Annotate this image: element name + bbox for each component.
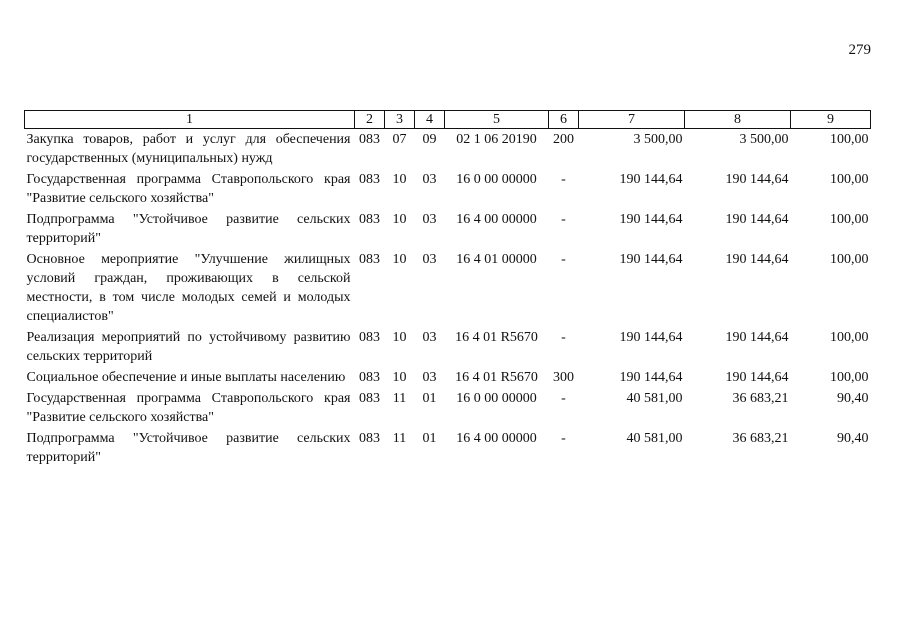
column-header-7: 7 — [579, 111, 685, 129]
row-vr: - — [561, 172, 566, 187]
header-row — [25, 111, 871, 129]
row-pr: 01 — [422, 431, 437, 446]
row-percent: 100,00 — [830, 212, 869, 227]
row-fact: 190 144,64 — [725, 330, 789, 345]
row-plan: 3 500,00 — [633, 132, 683, 147]
row-rz: 07 — [392, 132, 407, 147]
row-percent: 90,40 — [837, 391, 869, 406]
row-vr: - — [561, 431, 566, 446]
row-fact: 3 500,00 — [739, 132, 789, 147]
row-vr: - — [561, 212, 566, 227]
row-vr: 300 — [553, 370, 574, 385]
row-rz: 10 — [392, 172, 407, 187]
row-vr: - — [561, 391, 566, 406]
row-csr: 16 0 00 00000 — [456, 172, 537, 187]
row-fact: 36 683,21 — [732, 431, 789, 446]
column-header-2: 2 — [355, 111, 385, 129]
row-pr: 09 — [422, 132, 437, 147]
column-header-8: 8 — [685, 111, 791, 129]
table-row — [25, 388, 871, 428]
row-fact: 190 144,64 — [725, 212, 789, 227]
row-percent: 100,00 — [830, 172, 869, 187]
row-fact: 190 144,64 — [725, 172, 789, 187]
row-name: Социальное обеспечение и иные выплаты населению — [26, 370, 346, 385]
row-ved: 083 — [359, 431, 380, 446]
row-pr: 03 — [422, 172, 437, 187]
row-rz: 10 — [392, 370, 407, 385]
column-header-6: 6 — [549, 111, 579, 129]
row-percent: 100,00 — [830, 330, 869, 345]
row-name: Основное мероприятие "Улучшение жилищных условий граждан, проживающих в сельской местности, в том числе молодых семей и молодых специалистов" — [26, 252, 351, 324]
row-pr: 03 — [422, 330, 437, 345]
row-name: Реализация мероприятий по устойчивому развитию сельских территорий — [26, 330, 351, 364]
row-csr: 16 0 00 00000 — [456, 391, 537, 406]
row-vr: 200 — [553, 132, 574, 147]
table-body — [25, 129, 871, 469]
row-rz: 11 — [392, 391, 407, 406]
row-plan: 190 144,64 — [619, 330, 683, 345]
column-header-9: 9 — [791, 111, 871, 129]
table-row — [25, 428, 871, 468]
row-plan: 190 144,64 — [619, 212, 683, 227]
row-percent: 100,00 — [830, 370, 869, 385]
row-csr: 16 4 00 00000 — [456, 212, 537, 227]
row-csr: 16 4 01 R5670 — [455, 330, 538, 345]
row-name: Государственная программа Ставропольского края "Развитие сельского хозяйства" — [26, 391, 351, 425]
row-plan: 190 144,64 — [619, 252, 683, 267]
row-vr: - — [561, 252, 566, 267]
row-ved: 083 — [359, 370, 380, 385]
row-name: Подпрограмма "Устойчивое развитие сельских территорий" — [26, 212, 351, 246]
row-percent: 90,40 — [837, 431, 869, 446]
table-header — [25, 111, 871, 129]
page-number: 279 — [848, 42, 871, 58]
row-rz: 10 — [392, 212, 407, 227]
row-rz: 10 — [392, 330, 407, 345]
row-fact: 190 144,64 — [725, 252, 789, 267]
table-row — [25, 367, 871, 388]
row-percent: 100,00 — [830, 252, 869, 267]
table-row — [25, 169, 871, 209]
row-csr: 02 1 06 20190 — [456, 132, 537, 147]
row-pr: 03 — [422, 252, 437, 267]
column-header-5: 5 — [445, 111, 549, 129]
table-row — [25, 327, 871, 367]
row-plan: 40 581,00 — [626, 391, 683, 406]
row-rz: 11 — [392, 431, 407, 446]
row-ved: 083 — [359, 172, 380, 187]
column-header-4: 4 — [415, 111, 445, 129]
row-ved: 083 — [359, 132, 380, 147]
row-pr: 03 — [422, 212, 437, 227]
row-percent: 100,00 — [830, 132, 869, 147]
row-csr: 16 4 00 00000 — [456, 431, 537, 446]
row-csr: 16 4 01 R5670 — [455, 370, 538, 385]
row-name: Закупка товаров, работ и услуг для обеспечения государственных (муниципальных) нужд — [26, 132, 351, 166]
row-rz: 10 — [392, 252, 407, 267]
row-ved: 083 — [359, 252, 380, 267]
table-row — [25, 249, 871, 327]
row-plan: 190 144,64 — [619, 370, 683, 385]
row-pr: 01 — [422, 391, 437, 406]
row-plan: 40 581,00 — [626, 431, 683, 446]
table-row — [25, 129, 871, 170]
row-csr: 16 4 01 00000 — [456, 252, 537, 267]
row-fact: 36 683,21 — [732, 391, 789, 406]
row-ved: 083 — [359, 391, 380, 406]
row-ved: 083 — [359, 330, 380, 345]
row-plan: 190 144,64 — [619, 172, 683, 187]
row-name: Подпрограмма "Устойчивое развитие сельских территорий" — [26, 431, 351, 465]
table-row — [25, 209, 871, 249]
row-pr: 03 — [422, 370, 437, 385]
row-vr: - — [561, 330, 566, 345]
row-fact: 190 144,64 — [725, 370, 789, 385]
row-name: Государственная программа Ставропольского края "Развитие сельского хозяйства" — [26, 172, 351, 206]
column-header-3: 3 — [385, 111, 415, 129]
row-ved: 083 — [359, 212, 380, 227]
budget-table — [24, 110, 871, 468]
column-header-1: 1 — [25, 111, 355, 129]
